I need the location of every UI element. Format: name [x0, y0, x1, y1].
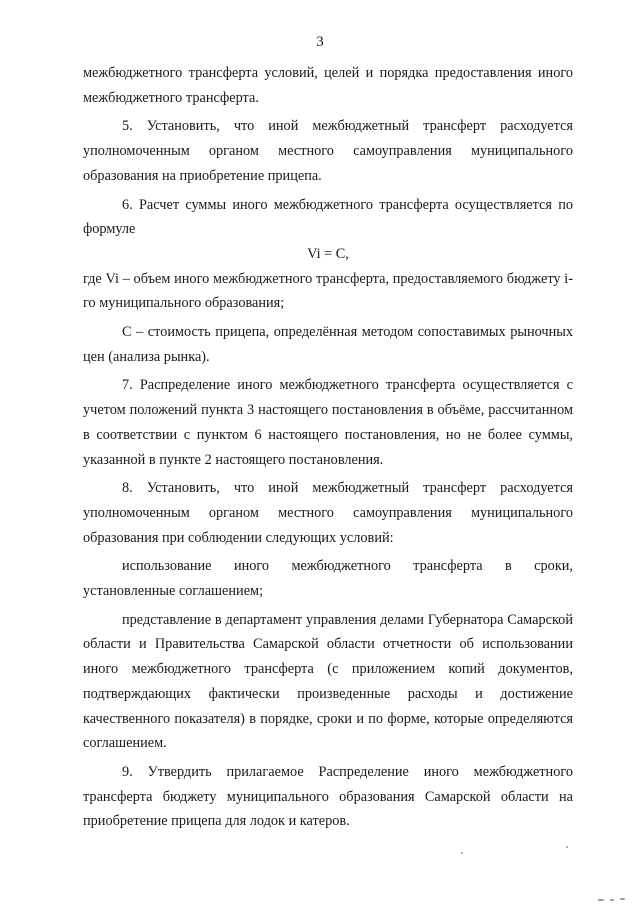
paragraph-item-9: 9. Утвердить прилагаемое Распределение иного межбюджетного трансферта бюджету муниципального образования Самарской области на приобретение прицепа для лодок и катеров. [83, 763, 573, 830]
paragraph-item-5: 5. Установить, что иной межбюджетный трансферт расходуется уполномоченным органом местного самоуправления муниципального образования на приобретение прицепа. [83, 118, 573, 184]
document-body [83, 61, 573, 834]
paragraph-continuation: межбюджетного трансферта условий, целей и порядка предоставления иного межбюджетного трансферта. [83, 65, 573, 106]
paragraph-item-6: 6. Расчет суммы иного межбюджетного трансферта осуществляется по формуле [83, 196, 573, 238]
page-number: 3 [316, 34, 324, 50]
paragraph-item-8: 8. Установить, что иной межбюджетный трансферт расходуется уполномоченным органом местного самоуправления муниципального образования при соблюдении следующих условий: [83, 480, 573, 546]
condition-reporting: представление в департамент управления делами Губернатора Самарской области и Правительства Самарской области отчетности об использовании иного межбюджетного трансферта (с приложением копий документов, подтверждающих фактически произведенные расходы и достижение качественного показателя) в порядке, сроки и по форме, которые определяются соглашением. [83, 611, 573, 752]
condition-usage: использование иного межбюджетного трансферта в сроки, установленные соглашением; [83, 558, 573, 600]
scan-speck [566, 846, 568, 848]
scan-speck [461, 852, 463, 854]
formula: Vi = C, [307, 245, 349, 262]
scan-speck [610, 899, 614, 901]
paragraph-item-7: 7. Распределение иного межбюджетного трансферта осуществляется с учетом положений пункта 3 настоящего постановления в объёме, рассчитанном в соответствии с пунктом 6 настоящего постановления, но не более суммы, указанной в пункте 2 настоящего постановления. [83, 377, 573, 468]
formula-definition-c: C – стоимость прицепа, определённая методом сопоставимых рыночных цен (анализа рынка). [83, 324, 573, 365]
formula-definition-vi: где Vi – объем иного межбюджетного трансферта, предоставляемого бюджету i-го муниципального образования; [83, 270, 573, 312]
scan-speck [598, 899, 604, 901]
scan-speck [620, 898, 625, 900]
